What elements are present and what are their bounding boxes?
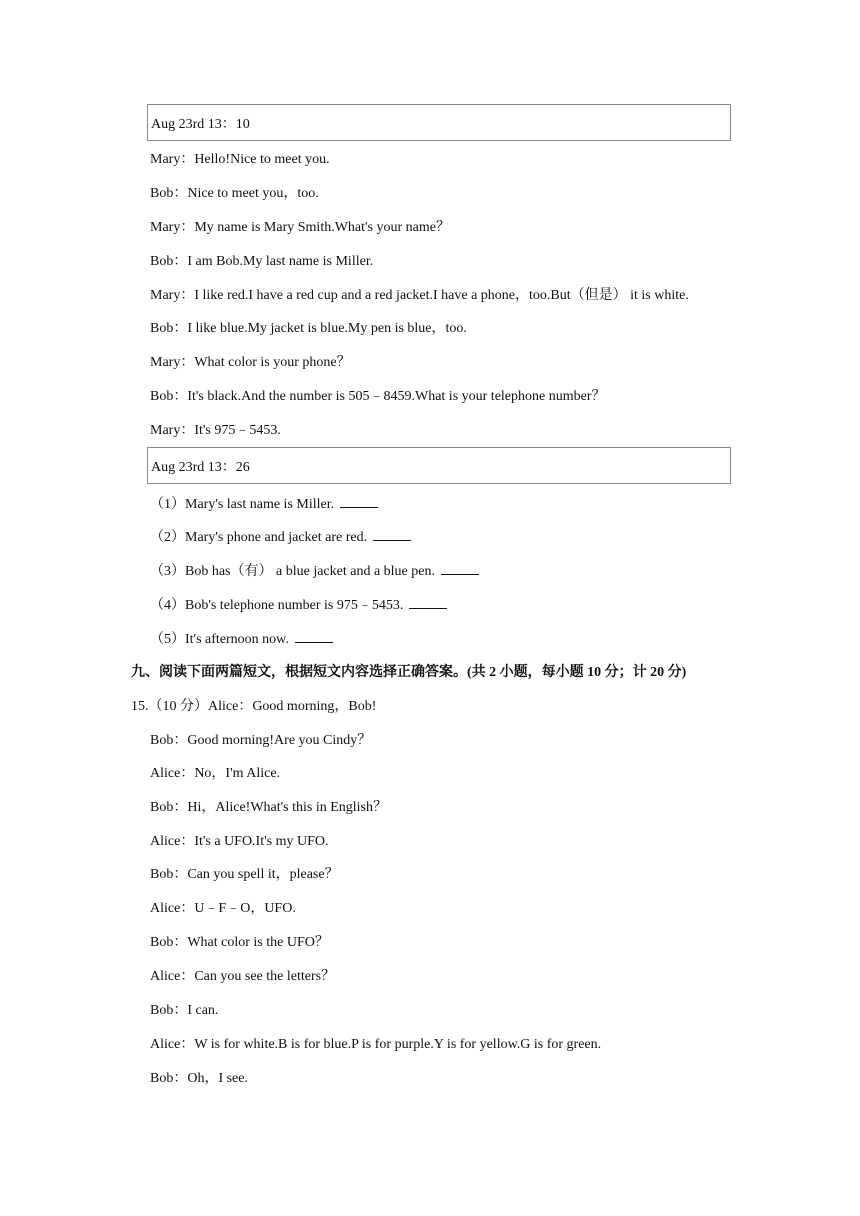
dialog-line: Bob：Can you spell it，please？ — [150, 867, 339, 882]
question-text: （3）Bob has（有） a blue jacket and a blue pen. — [150, 564, 435, 579]
dialog-line: Mary：I like red.I have a red cup and a red jacket.I have a phone，too.But（但是） it is white. — [150, 288, 689, 303]
dialog-line: Bob：I am Bob.My last name is Miller. — [150, 254, 374, 269]
dialog-line: Alice：Can you see the letters？ — [150, 969, 336, 984]
question-text: （4）Bob's telephone number is 975﹣5453. — [150, 598, 404, 613]
timestamp-box-2 — [147, 447, 731, 484]
dialog-line: Bob：Oh，I see. — [150, 1071, 248, 1086]
answer-blank[interactable] — [340, 495, 378, 508]
dialog-line: Alice：No，I'm Alice. — [150, 766, 281, 781]
dialog-line: Alice：It's a UFO.It's my UFO. — [150, 834, 329, 849]
dialog-line: Mary：What color is your phone？ — [150, 355, 351, 370]
question-3 — [150, 562, 479, 581]
dialog-line: Mary：My name is Mary Smith.What's your name？ — [150, 220, 450, 235]
timestamp-1: Aug 23rd 13：10 — [151, 116, 250, 132]
question-text: （2）Mary's phone and jacket are red. — [150, 530, 368, 545]
dialog-line: Alice：W is for white.B is for blue.P is for purple.Y is for yellow.G is for green. — [150, 1037, 602, 1052]
dialog-line: Alice：U﹣F﹣O，UFO. — [150, 901, 296, 916]
section-heading: 九、阅读下面两篇短文，根据短文内容选择正确答案。(共 2 小题，每小题 10 分；计 20 分) — [131, 665, 687, 680]
question-5 — [150, 630, 333, 649]
answer-blank[interactable] — [295, 630, 333, 643]
dialog-line: Bob：It's black.And the number is 505﹣8459.What is your telephone number？ — [150, 389, 606, 404]
answer-blank[interactable] — [441, 562, 479, 575]
timestamp-box-1 — [147, 104, 731, 141]
dialog-line: Bob：Hi，Alice!What's this in English？ — [150, 800, 388, 815]
dialog-line: Bob：I like blue.My jacket is blue.My pen is blue，too. — [150, 321, 467, 336]
question-4 — [150, 596, 447, 615]
dialog-line: Bob：I can. — [150, 1003, 219, 1018]
dialog-line: Bob：What color is the UFO？ — [150, 935, 329, 950]
answer-blank[interactable] — [373, 528, 411, 541]
answer-blank[interactable] — [409, 596, 447, 609]
dialog-line: Mary：Hello!Nice to meet you. — [150, 152, 330, 167]
question-2 — [150, 528, 411, 547]
question-text: （5）It's afternoon now. — [150, 632, 289, 647]
dialog-line: Bob：Good morning!Are you Cindy？ — [150, 733, 372, 748]
dialog-line: Bob：Nice to meet you，too. — [150, 186, 319, 201]
timestamp-2: Aug 23rd 13：26 — [151, 459, 250, 475]
question-1 — [150, 495, 378, 514]
dialog-line: Mary：It's 975﹣5453. — [150, 423, 281, 438]
question-text: （1）Mary's last name is Miller. — [150, 497, 335, 512]
question-15-first-line: 15.（10 分）Alice：Good morning，Bob! — [131, 699, 377, 714]
